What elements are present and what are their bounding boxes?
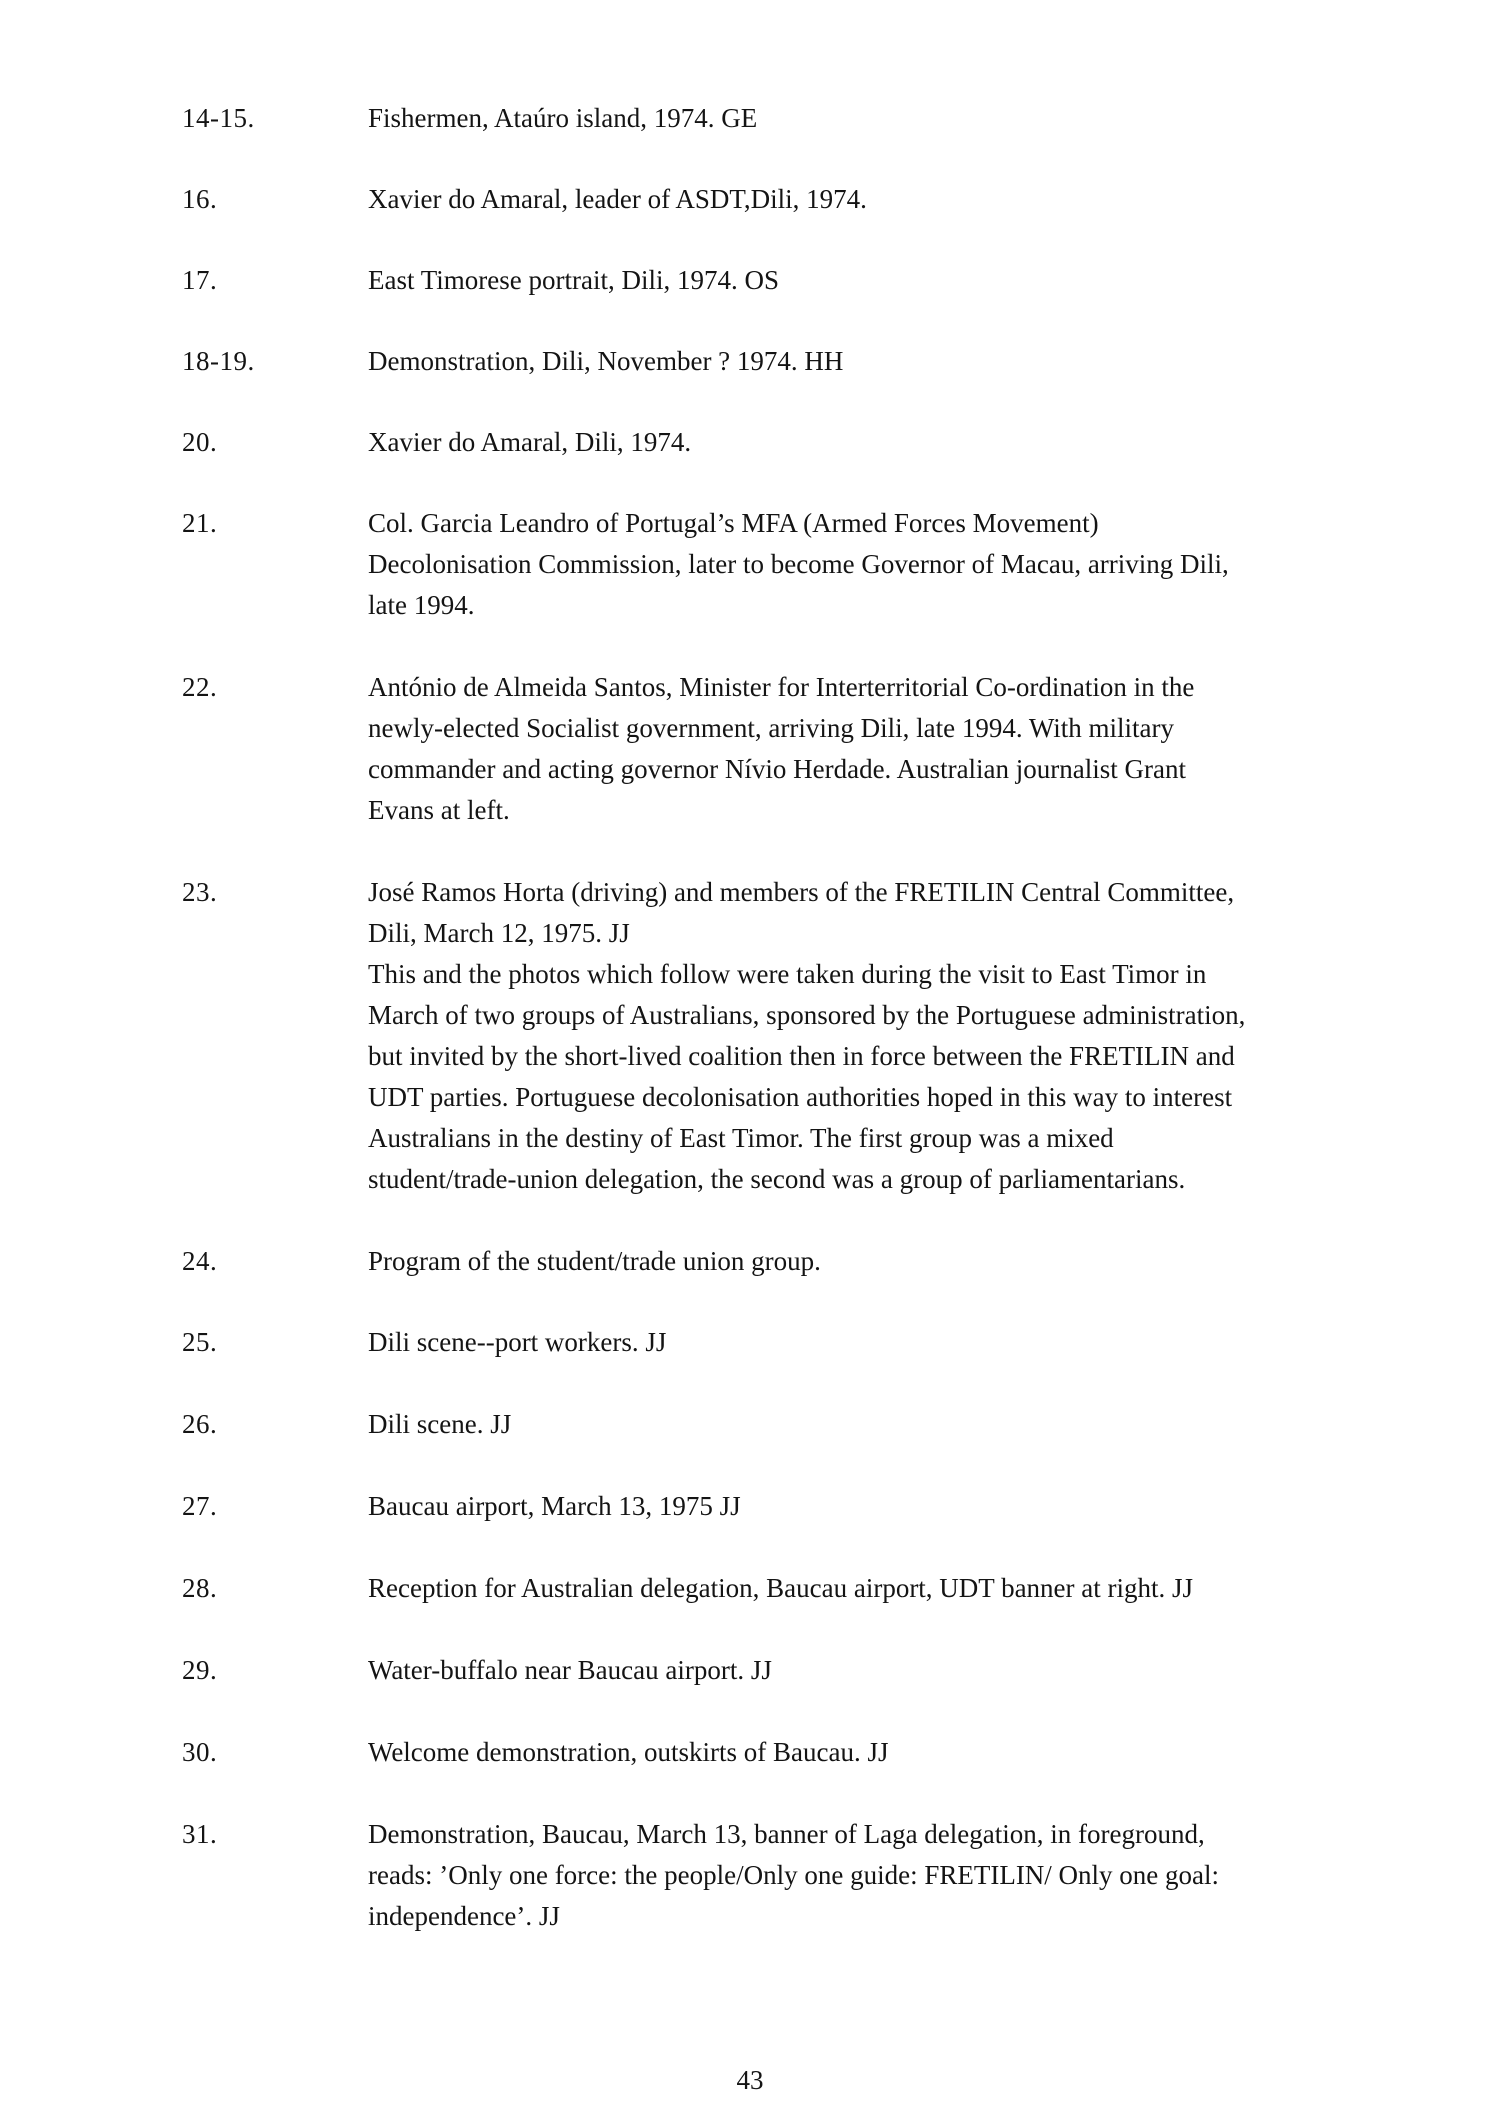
entry-text [368, 1241, 1336, 1282]
entry-number: 24. [182, 1246, 218, 1276]
entry-line: José Ramos Horta (driving) and members of the FRETILIN Central Committee, [368, 877, 1235, 907]
entry-text [368, 341, 1336, 382]
entry-text [368, 1814, 1336, 1937]
entry-text [368, 1650, 1336, 1691]
entry-line: Dili, March 12, 1975. JJ [368, 918, 630, 948]
entry-line: Decolonisation Commission, later to become Governor of Macau, arriving Dili, [368, 549, 1229, 579]
entry-line: Demonstration, Baucau, March 13, banner of Laga delegation, in foreground, [368, 1819, 1205, 1849]
entry-line: reads: ’Only one force: the people/Only one guide: FRETILIN/ Only one goal: [368, 1860, 1220, 1890]
entry-line: Program of the student/trade union group. [368, 1246, 821, 1276]
page-number: 43 [736, 2065, 764, 2095]
entry-text [368, 503, 1336, 626]
entry-line: Australians in the destiny of East Timor. The first group was a mixed [368, 1123, 1114, 1153]
entry-number: 26. [182, 1409, 218, 1439]
entry-text [368, 422, 1336, 463]
entry-number: 22. [182, 672, 218, 702]
entry-line: late 1994. [368, 590, 475, 620]
entry-line: newly-elected Socialist government, arriving Dili, late 1994. With military [368, 713, 1174, 743]
entry-text [368, 667, 1336, 831]
entry-number: 30. [182, 1737, 218, 1767]
entry-number: 29. [182, 1655, 218, 1685]
entry-text [368, 1486, 1336, 1527]
entry-line: commander and acting governor Nívio Herdade. Australian journalist Grant [368, 754, 1187, 784]
entry-line: Demonstration, Dili, November ? 1974. HH [368, 346, 844, 376]
entry-number: 31. [182, 1819, 218, 1849]
entry-line: This and the photos which follow were taken during the visit to East Timor in [368, 959, 1207, 989]
entry-line: Xavier do Amaral, Dili, 1974. [368, 427, 692, 457]
entry-line: March of two groups of Australians, sponsored by the Portuguese administration, [368, 1000, 1246, 1030]
entry-line: Fishermen, Ataúro island, 1974. GE [368, 103, 758, 133]
entry-line: Xavier do Amaral, leader of ASDT,Dili, 1974. [368, 184, 867, 214]
entry-line: student/trade-union delegation, the second was a group of parliamentarians. [368, 1164, 1186, 1194]
entry-line: Welcome demonstration, outskirts of Baucau. JJ [368, 1737, 889, 1767]
entry-line: Dili scene. JJ [368, 1409, 512, 1439]
entry-line: Reception for Australian delegation, Baucau airport, UDT banner at right. JJ [368, 1573, 1194, 1603]
entry-number: 28. [182, 1573, 218, 1603]
entry-number: 21. [182, 508, 218, 538]
entry-line: Baucau airport, March 13, 1975 JJ [368, 1491, 741, 1521]
entry-number: 14-15. [182, 103, 255, 133]
entry-text [368, 1568, 1336, 1609]
entry-text [368, 1322, 1336, 1363]
entry-number: 20. [182, 427, 218, 457]
entry-text [368, 179, 1336, 220]
entry-line: but invited by the short-lived coalition then in force between the FRETILIN and [368, 1041, 1235, 1071]
entry-number: 18-19. [182, 346, 255, 376]
entry-line: Water-buffalo near Baucau airport. JJ [368, 1655, 772, 1685]
entry-number: 16. [182, 184, 218, 214]
entry-line: António de Almeida Santos, Minister for Interterritorial Co-ordination in the [368, 672, 1195, 702]
entry-line: UDT parties. Portuguese decolonisation authorities hoped in this way to interest [368, 1082, 1233, 1112]
entry-text [368, 260, 1336, 301]
entry-line: Dili scene--port workers. JJ [368, 1327, 667, 1357]
entry-line: East Timorese portrait, Dili, 1974. OS [368, 265, 779, 295]
entry-text [368, 1404, 1336, 1445]
entry-text [368, 1732, 1336, 1773]
entry-number: 27. [182, 1491, 218, 1521]
entry-number: 23. [182, 877, 218, 907]
entry-text [368, 872, 1336, 1200]
entry-line: Col. Garcia Leandro of Portugal’s MFA (Armed Forces Movement) [368, 508, 1099, 538]
entry-number: 25. [182, 1327, 218, 1357]
entry-line: independence’. JJ [368, 1901, 560, 1931]
entry-number: 17. [182, 265, 218, 295]
entry-line: Evans at left. [368, 795, 510, 825]
entry-text [368, 98, 1336, 139]
